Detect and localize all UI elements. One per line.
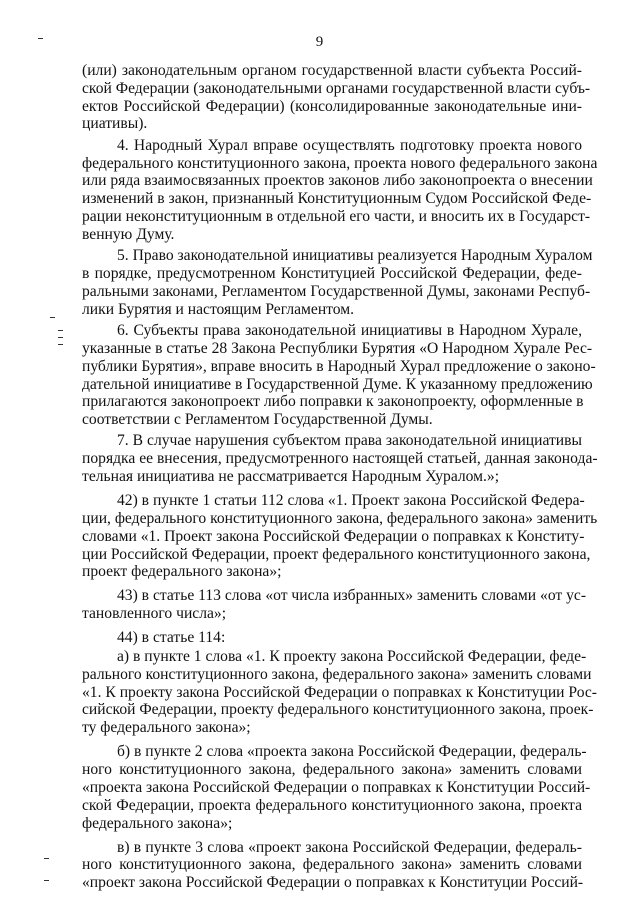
text-line: 4. Народный Хурал вправе осуществлять подготовку проекта нового [117, 136, 582, 154]
text-line: соответствии с Регламентом Государственной Думы. [82, 411, 433, 429]
text-line: публики Бурятия», вправе вносить в Народный Хурал предложение о законо- [82, 357, 596, 375]
text-line: ектов Российской Федерации) (консолидированные законодательные ини- [82, 97, 582, 115]
text-line: ции, федерального конституционного закона, федерального закона» заменить [82, 509, 598, 527]
margin-mark [50, 317, 55, 318]
text-line: прилагаются законопроект либо поправки к законопроекту, оформленные в [82, 393, 584, 411]
text-line: ской Федерации, проекта федерального конституционного закона, проекта [82, 796, 582, 814]
text-line: в порядке, предусмотренном Конституцией Российской Федерации, феде- [82, 265, 582, 282]
text-line: или ряда взаимосвязанных проектов законов либо законопроекта о внесении [82, 172, 593, 190]
text-line: в) в пункте 3 слова «проект закона Российской Федерации, федераль- [117, 838, 582, 856]
text-line: ного конституционного закона, федерального закона» заменить словами [82, 761, 582, 778]
text-line: венную Думу. [82, 225, 175, 243]
text-line: 7. В случае нарушения субъектом права законодательной инициативы [117, 432, 582, 450]
text-line: рации неконституционным в отдельной его части, и вносить их в Государст- [82, 208, 591, 225]
margin-mark [38, 38, 43, 39]
text-line: ции Российской Федерации, проект федерального конституционного закона, [82, 545, 591, 563]
text-line: изменений в закон, признанный Конституционным Судом Российской Феде- [82, 190, 592, 208]
text-line: 6. Субъекты права законодательной инициативы в Народном Хурале, [117, 322, 582, 339]
text-line: а) в пункте 1 слова «1. К проекту закона Российской Федерации, феде- [117, 647, 587, 665]
text-line: ного конституционного закона, федерального закона» заменить словами [82, 856, 582, 874]
text-line: указанные в статье 28 Закона Республики Бурятия «О Народном Хурале Рес- [82, 339, 593, 357]
margin-mark [58, 344, 63, 345]
text-line: 42) в пункте 1 статьи 112 слова «1. Проект закона Российской Федера- [117, 492, 585, 510]
text-line: циативы). [82, 115, 148, 133]
text-line: тановленного числа»; [82, 605, 227, 623]
text-line: б) в пункте 2 слова «проекта закона Российской Федерации, федераль- [117, 743, 587, 761]
margin-mark [58, 337, 63, 338]
margin-mark [58, 330, 63, 331]
text-line: 44) в статье 114: [117, 629, 226, 647]
text-line: федерального конституционного закона, проекта нового федерального закона [82, 154, 598, 172]
text-line: 5. Право законодательной инициативы реализуется Народным Хуралом [117, 247, 593, 265]
text-line: федерального закона»; [82, 814, 233, 832]
text-line: «проекта закона Российской Федерации о поправках к Конституции Россий- [82, 778, 591, 796]
text-line: «проект закона Российской Федерации о поправках к Конституции Россий- [82, 874, 584, 892]
text-line: ту федерального закона»; [82, 719, 251, 737]
text-line: проект федерального закона»; [82, 563, 282, 581]
text-line: (или) законодательным органом государственной власти субъекта Россий- [82, 62, 582, 79]
text-line: «1. К проекту закона Российской Федерации о поправках к Конституции Рос- [82, 683, 597, 701]
text-line: дательной инициативе в Государственной Думе. К указанному предложению [82, 375, 593, 393]
text-line: сийской Федерации, проекту федерального конституционного закона, проек- [82, 701, 594, 719]
margin-mark [44, 880, 49, 881]
text-line: 43) в статье 113 слова «от числа избранных» заменить словами «от ус- [117, 587, 587, 605]
text-line: порядка ее внесения, предусмотренного настоящей статьей, данная законода- [82, 450, 598, 468]
text-line: рального конституционного закона, федерального закона» заменить словами [82, 665, 592, 683]
margin-mark [44, 858, 49, 859]
text-line: лики Бурятия и настоящим Регламентом. [82, 300, 355, 318]
text-line: словами «1. Проект закона Российской Федерации о поправках к Конститу- [82, 527, 585, 545]
page-number: 9 [315, 34, 324, 50]
text-line: ральными законами, Регламентом Государственной Думы, законами Респуб- [82, 282, 591, 300]
text-line: ской Федерации (законодательными органами государственной власти субъ- [82, 79, 591, 97]
text-line: тельная инициатива не рассматривается Народным Хуралом.»; [82, 468, 500, 486]
